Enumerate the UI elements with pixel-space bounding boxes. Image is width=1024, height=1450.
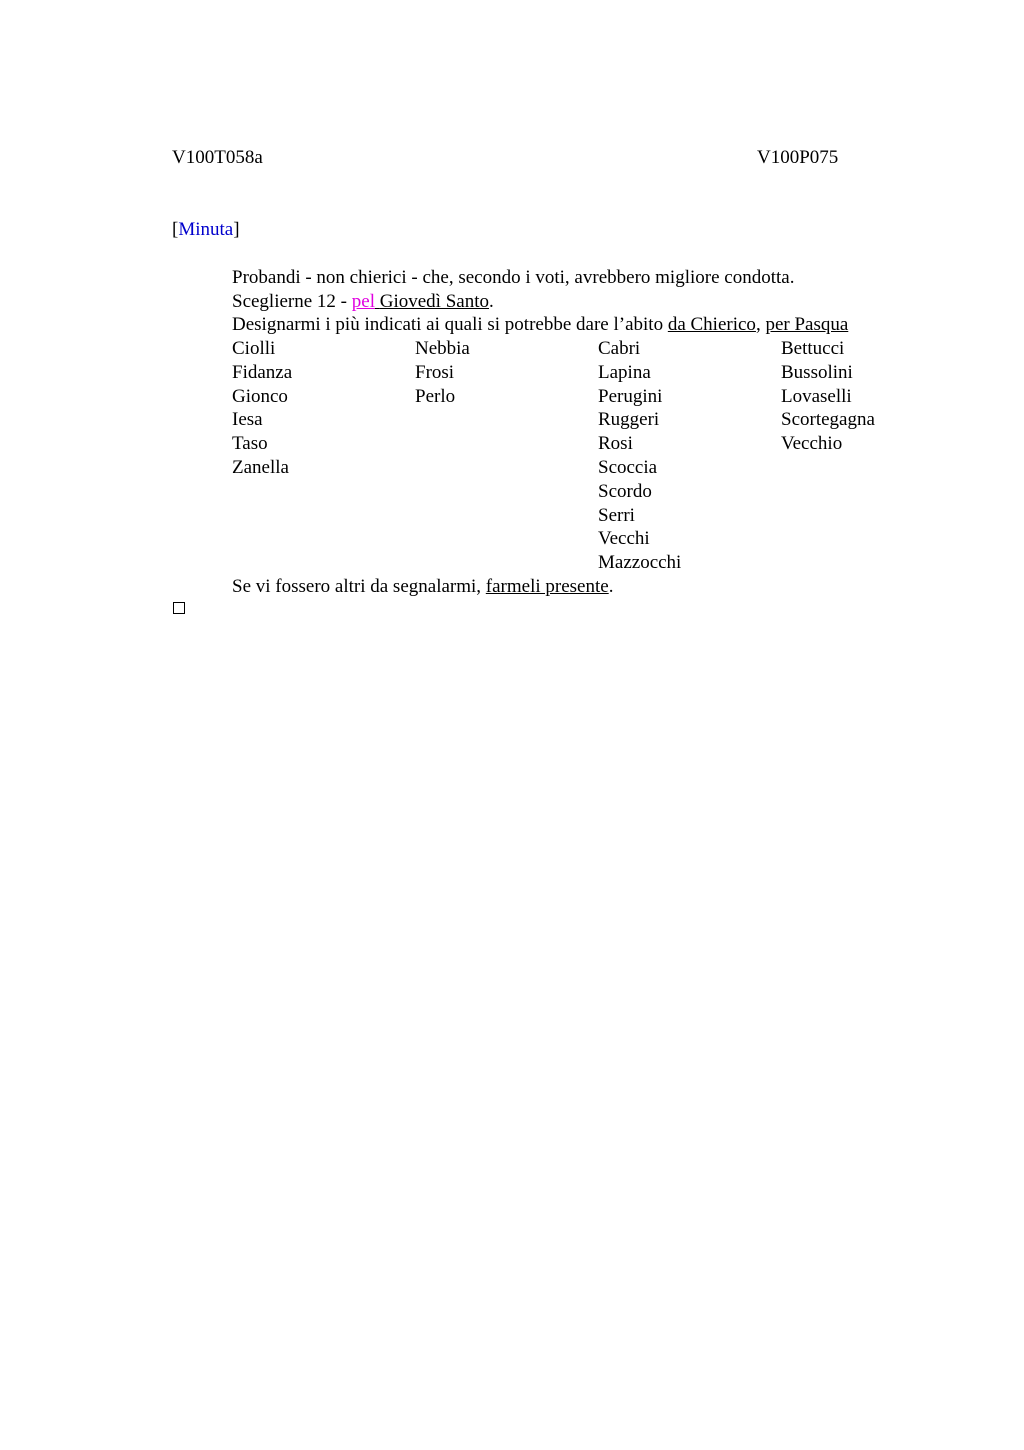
text-line-sceglierne: [232, 290, 494, 314]
sceglierne-period: .: [488, 291, 494, 312]
list-item: Frosi: [415, 361, 455, 383]
names-column-3: [598, 337, 781, 575]
list-item: Mazzocchi: [598, 552, 682, 574]
list-item: Zanella: [232, 456, 289, 478]
list-item: Lapina: [598, 361, 651, 383]
text-line-probandi: Probandi - non chierici - che, secondo i voti, avrebbero migliore condotta.: [232, 267, 795, 288]
bracket-close: ]: [233, 219, 240, 240]
da-chierico: da Chierico: [667, 314, 756, 335]
se-vi-fossero-prefix: Se vi fossero altri da segnalarmi,: [232, 576, 486, 597]
list-item: Rosi: [598, 433, 633, 455]
names-column-2: [415, 337, 598, 408]
designarmi-separator: ,: [755, 314, 766, 335]
list-item: Ciolli: [232, 338, 276, 359]
giovedi-santo: Giovedì Santo: [379, 291, 489, 312]
list-item: Vecchio: [781, 433, 843, 455]
list-item: Nebbia: [415, 338, 470, 359]
list-item: Scoccia: [598, 456, 658, 478]
pel-insertion: pel: [351, 291, 375, 312]
names-column-1: [232, 337, 415, 480]
list-item: Vecchi: [598, 528, 650, 550]
text-line-designarmi: [232, 313, 848, 337]
se-vi-fossero-period: .: [608, 576, 614, 597]
document-code-right: V100P075: [757, 147, 839, 168]
bracket-open: [: [172, 219, 179, 240]
list-item: Gionco: [232, 385, 288, 407]
list-item: Ruggeri: [598, 409, 660, 431]
list-item: Iesa: [232, 409, 263, 431]
list-item: Bettucci: [781, 338, 845, 359]
list-item: Cabri: [598, 338, 641, 359]
farmeli-presente: farmeli presente: [485, 576, 609, 597]
text-line-se-vi-fossero: [232, 575, 613, 599]
list-item: Lovaselli: [781, 385, 852, 407]
list-item: Taso: [232, 433, 268, 455]
minuta-label: Minuta: [178, 219, 234, 240]
list-item: Perugini: [598, 385, 663, 407]
list-item: Scortegagna: [781, 409, 875, 431]
list-item: Scordo: [598, 480, 652, 502]
end-square-icon: [173, 602, 185, 614]
list-item: Perlo: [415, 385, 456, 407]
minuta-tag: [172, 218, 240, 242]
per-pasqua: per Pasqua: [765, 314, 849, 335]
list-item: Bussolini: [781, 361, 853, 383]
list-item: Serri: [598, 504, 635, 526]
list-item: Fidanza: [232, 361, 293, 383]
names-column-4: [781, 337, 964, 456]
sceglierne-prefix: Sceglierne 12 -: [232, 291, 352, 312]
designarmi-prefix: Designarmi i più indicati ai quali si potrebbe dare l’abito: [232, 314, 668, 335]
document-code-left: V100T058a: [172, 147, 263, 168]
